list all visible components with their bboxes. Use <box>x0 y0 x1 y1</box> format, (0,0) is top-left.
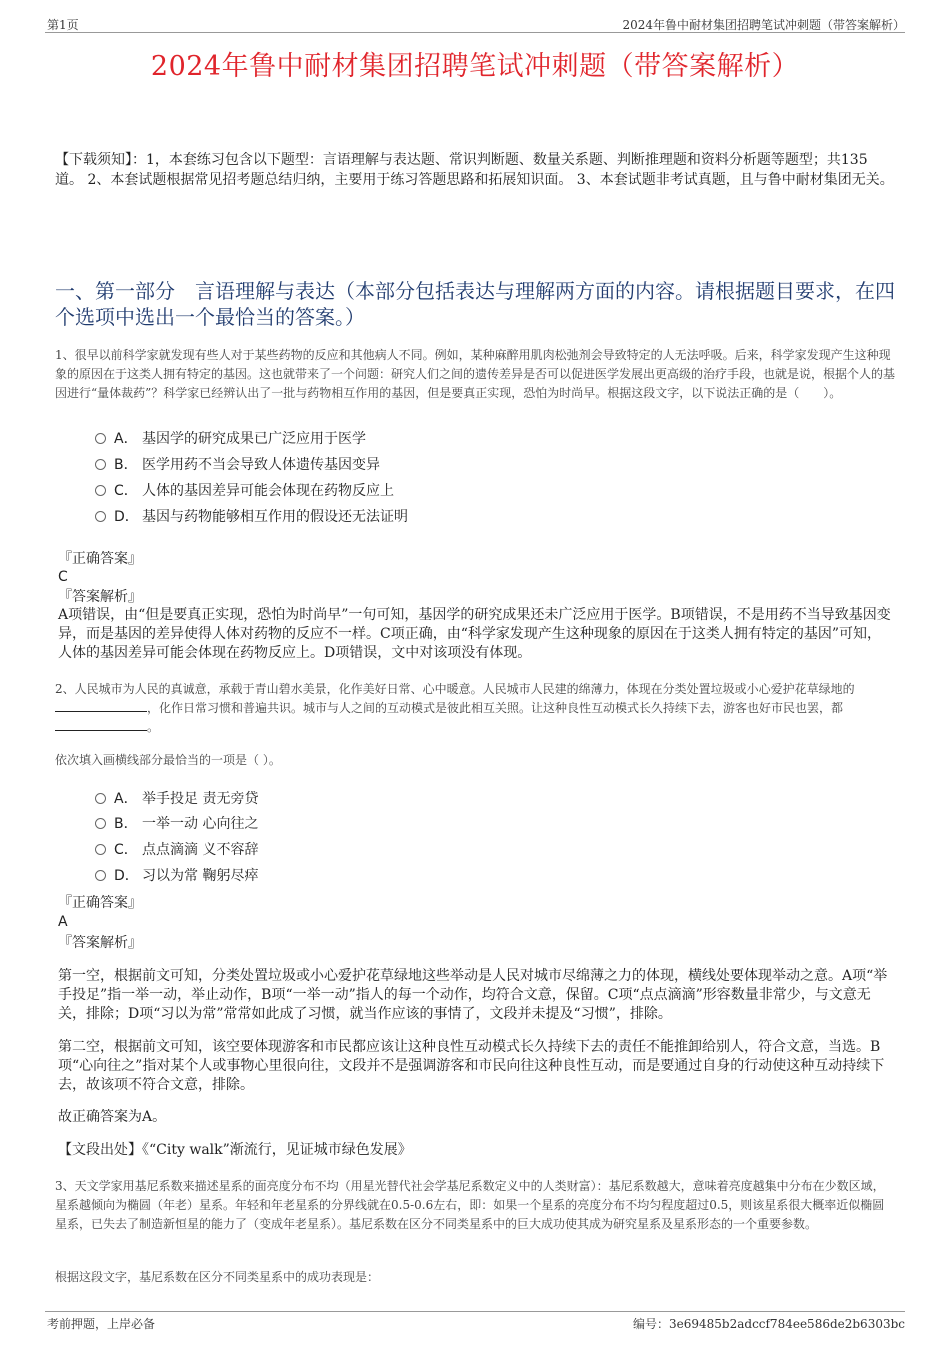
q1-option-b[interactable]: B． 医学用药不当会导致人体遗传基因变异 <box>95 455 380 475</box>
radio-icon[interactable] <box>95 818 106 829</box>
q3-prompt: 根据这段文字，基尼系数在区分不同类星系中的成功表现是： <box>55 1270 380 1284</box>
question-1-stem: 1、很早以前科学家就发现有些人对于某些药物的反应和其他病人不同。例如，某种麻醉用肌肉松弛剂会导致特定的人无法呼吸。后来，科学家发现产生这种现象的原因在于这类人拥有特定的基因。这也就带来了一个问题：研究人们之间的遗传差异是否可以促进医学发展出更高级的治疗手段，也就是说，根据个人的基因进行“量体裁药”？科学家已经辨认出了一批与药物相互作用的基因，但是要真正实现，恐怕为时尚早。根据这段文字，以下说法正确的是（ ）。 <box>55 348 896 400</box>
page-footer <box>45 1311 905 1330</box>
q1-answer: C <box>58 569 68 585</box>
radio-icon[interactable] <box>95 459 106 470</box>
q2-conclusion: 故正确答案为A。 <box>58 1109 167 1125</box>
radio-icon[interactable] <box>95 793 106 804</box>
q2-prompt: 依次填入画横线部分最恰当的一项是（ ）。 <box>55 753 281 767</box>
q1-answer-label: 『正确答案』 <box>58 551 142 567</box>
question-3-stem: 3、天文学家用基尼系数来描述星系的面亮度分布不均（用星光替代社会学基尼系数定义中的人类财富）：基尼系数越大，意味着亮度越集中分布在少数区域，星系越倾向为椭圆（年老）星系。年轻和年老星系的分界线就在0.5-0.6左右，即：如果一个星系的亮度分布不均匀程度超过0.5，则该星系很大概率近似椭圆星系，已失去了制造新恒星的能力了（变成年老星系）。基尼系数在区分不同类星系中的巨大成功使其成为研究星系及星系形态的一个重要参数。 <box>55 1179 885 1231</box>
q2-analysis-label: 『答案解析』 <box>58 935 142 951</box>
footer-slogan: 考前押题，上岸必备 <box>47 1317 156 1331</box>
radio-icon[interactable] <box>95 485 106 496</box>
q2-analysis-para-1: 第一空，根据前文可知，分类处置垃圾或小心爱护花草绿地这些举动是人民对城市尽绵薄之力的体现，横线处要体现举动之意。A项“举手投足”指一举一动，举止动作，B项“一举一动”指人的每一个动作，均符合文意，保留。C项“点点滴滴”形容数量非常少，与文意无关，排除；D项“习以为常”常常如此成了习惯，就当作应该的事情了，文段并未提及“习惯”，排除。 <box>58 968 888 1022</box>
radio-icon[interactable] <box>95 870 106 881</box>
q2-answer: A <box>58 914 68 930</box>
q1-analysis: A项错误，由“但是要真正实现，恐怕为时尚早”一句可知，基因学的研究成果还未广泛应用于医学。B项错误，不是用药不当导致基因变异，而是基因的差异使得人体对药物的反应不一样。C项正确，由“科学家发现产生这种现象的原因在于这类人拥有特定的基因”可知，人体的基因差异可能会体现在药物反应上。D项错误，文中对该项没有体现。 <box>58 607 891 661</box>
page-title: 2024年鲁中耐材集团招聘笔试冲刺题（带答案解析） <box>150 51 800 82</box>
q1-option-c[interactable]: C． 人体的基因差异可能会体现在药物反应上 <box>95 481 394 501</box>
download-notice: 【下载须知】：1，本套练习包含以下题型：言语理解与表达题、常识判断题、数量关系题、判断推理题和资料分析题等题型；共135道。 2、本套试题根据常见招考题总结归纳，主要用于练习答题思路和拓展知识面。 3、本套试题非考试真题，且与鲁中耐材集团无关。 <box>55 152 894 188</box>
q2-option-b[interactable]: B． 一举一动 心向往之 <box>95 814 258 834</box>
fill-blank-2 <box>55 718 147 731</box>
fill-blank-1 <box>55 699 147 712</box>
q1-option-a[interactable]: A． 基因学的研究成果已广泛应用于医学 <box>95 429 366 449</box>
q2-option-d[interactable]: D． 习以为常 鞠躬尽瘁 <box>95 866 258 886</box>
q2-source: 【文段出处】《“City walk”渐流行，见证城市绿色发展》 <box>58 1142 412 1158</box>
q1-analysis-label: 『答案解析』 <box>58 589 142 605</box>
radio-icon[interactable] <box>95 511 106 522</box>
radio-icon[interactable] <box>95 844 106 855</box>
q2-option-a[interactable]: A． 举手投足 责无旁贷 <box>95 789 258 809</box>
footer-doc-id: 编号：3e69485b2adccf784ee586de2b6303bc <box>633 1317 905 1331</box>
q2-option-c[interactable]: C． 点点滴滴 义不容辞 <box>95 840 258 860</box>
page-header <box>45 14 905 33</box>
q1-option-d[interactable]: D． 基因与药物能够相互作用的假设还无法证明 <box>95 507 408 527</box>
q2-answer-label: 『正确答案』 <box>58 895 142 911</box>
header-doc-title: 2024年鲁中耐材集团招聘笔试冲刺题（带答案解析） <box>622 18 905 32</box>
radio-icon[interactable] <box>95 433 106 444</box>
question-2-stem: 2、人民城市为人民的真诚意，承载于青山碧水美景，化作美好日常、心中暖意。人民城市人民建的绵薄力，体现在分类处置垃圾或小心爱护花草绿地的，化作日常习惯和普遍共识。城市与人之间的互动模式是彼此相互关照。让这种良性互动模式长久持续下去，游客也好市民也罢，都。 <box>55 682 855 734</box>
q2-analysis-para-2: 第二空，根据前文可知，该空要体现游客和市民都应该让这种良性互动模式长久持续下去的责任不能推卸给别人，符合文意，当选。B项“心向往之”指对某个人或事物心里很向往，文段并不是强调游客和市民向往这种良性互动，而是要通过自身的行动使这种互动持续下去，故该项不符合文意，排除。 <box>58 1039 885 1093</box>
section-title: 一、第一部分 言语理解与表达（本部分包括表达与理解两方面的内容。请根据题目要求，在四个选项中选出一个最恰当的答案。） <box>55 279 895 329</box>
page-number: 第1页 <box>47 18 79 32</box>
